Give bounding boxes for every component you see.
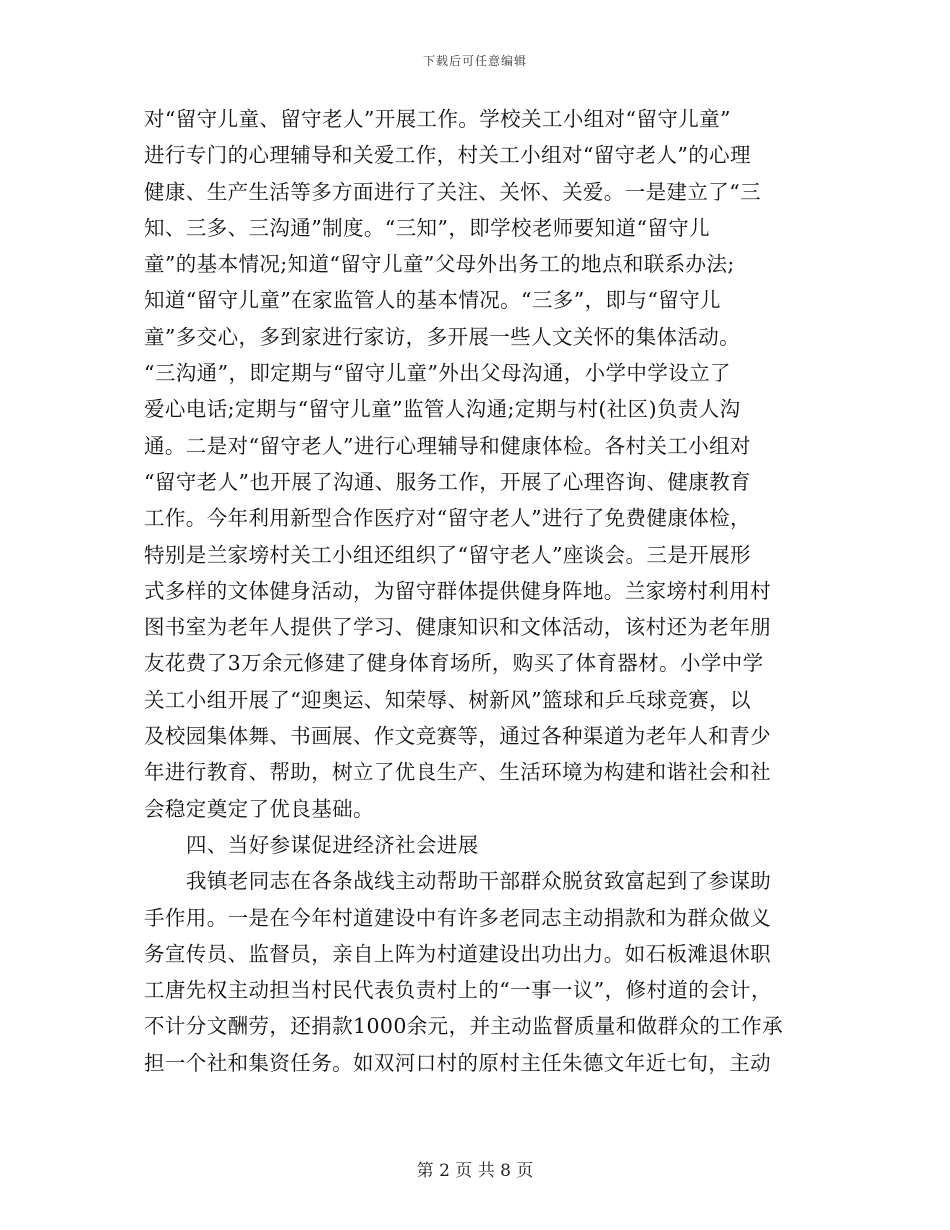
text-line: 工唐先权主动担当村民代表负责村上的“一事一议”，修村道的会计， [144, 978, 772, 1003]
text-line: 爱心电话;定期与“留守儿童”监管人沟通;定期与村(社区)负责人沟 [144, 397, 741, 422]
text-line: 健康、生产生活等多方面进行了关注、关怀、关爱。一是建立了“三 [144, 179, 761, 204]
text-line: 工作。今年利用新型合作医疗对“留守老人”进行了免费健康体检， [144, 506, 751, 531]
text-line: 式多样的文体健身活动，为留守群体提供健身阵地。兰家塝村利用村 [144, 578, 771, 603]
text-line: 图书室为老年人提供了学习、健康知识和文体活动，该村还为老年朋 [144, 615, 771, 640]
text-line: 友花费了3万余元修建了健身体育场所，购买了体育器材。小学中学 [144, 651, 764, 676]
text-line: 进行专门的心理辅导和关爱工作，村关工小组对“留守老人”的心理 [144, 143, 751, 168]
text-line: 我镇老同志在各条战线主动帮助干部群众脱贫致富起到了参谋助 [186, 869, 772, 894]
text-line: 务宣传员、监督员，亲自上阵为村道建设出功出力。如石板滩退休职 [144, 941, 771, 966]
text-line: 童”的基本情况;知道“留守儿童”父母外出务工的地点和联系办法; [144, 252, 735, 277]
document-body [144, 101, 804, 1081]
text-line: 通。二是对“留守老人”进行心理辅导和健康体检。各村关工小组对 [144, 433, 751, 458]
text-line: 知、三多、三沟通”制度。“三知”，即学校老师要知道“留守儿 [144, 215, 711, 240]
text-line: 担一个社和集资任务。如双河口村的原村主任朱德文年近七旬，主动 [144, 1050, 771, 1075]
text-line: 会稳定奠定了优良基础。 [144, 796, 374, 821]
text-line: 及校园集体舞、书画展、作文竞赛等，通过各种渠道为老年人和青少 [144, 724, 771, 749]
text-line: 知道“留守儿童”在家监管人的基本情况。“三多”，即与“留守儿 [144, 288, 721, 313]
section-heading: 四、当好参谋促进经济社会进展 [186, 832, 479, 857]
text-line: “留守老人”也开展了沟通、服务工作，开展了心理咨询、健康教育 [144, 469, 751, 494]
text-line: 特别是兰家塝村关工小组还组织了“留守老人”座谈会。三是开展形 [144, 542, 751, 567]
header-note: 下载后可任意编辑 [422, 54, 527, 68]
page-number: 第 2 页 共 8 页 [416, 1161, 534, 1181]
text-line: 对“留守儿童、留守老人”开展工作。学校关工小组对“留守儿童” [144, 107, 731, 131]
text-line: 童”多交心，多到家进行家访，多开展一些人文关怀的集体活动。 [144, 324, 741, 349]
text-line: 手作用。一是在今年村道建设中有许多老同志主动捐款和为群众做义 [144, 905, 771, 930]
text-line: 不计分文酬劳，还捐款1000余元，并主动监督质量和做群众的工作承 [144, 1014, 783, 1039]
text-line: “三沟通”，即定期与“留守儿童”外出父母沟通，小学中学设立了 [144, 361, 731, 386]
text-line: 年进行教育、帮助，树立了优良生产、生活环境为构建和谐社会和社 [144, 760, 771, 785]
text-line: 关工小组开展了“迎奥运、知荣辱、树新风”篮球和乒乓球竞赛，以 [144, 687, 751, 712]
